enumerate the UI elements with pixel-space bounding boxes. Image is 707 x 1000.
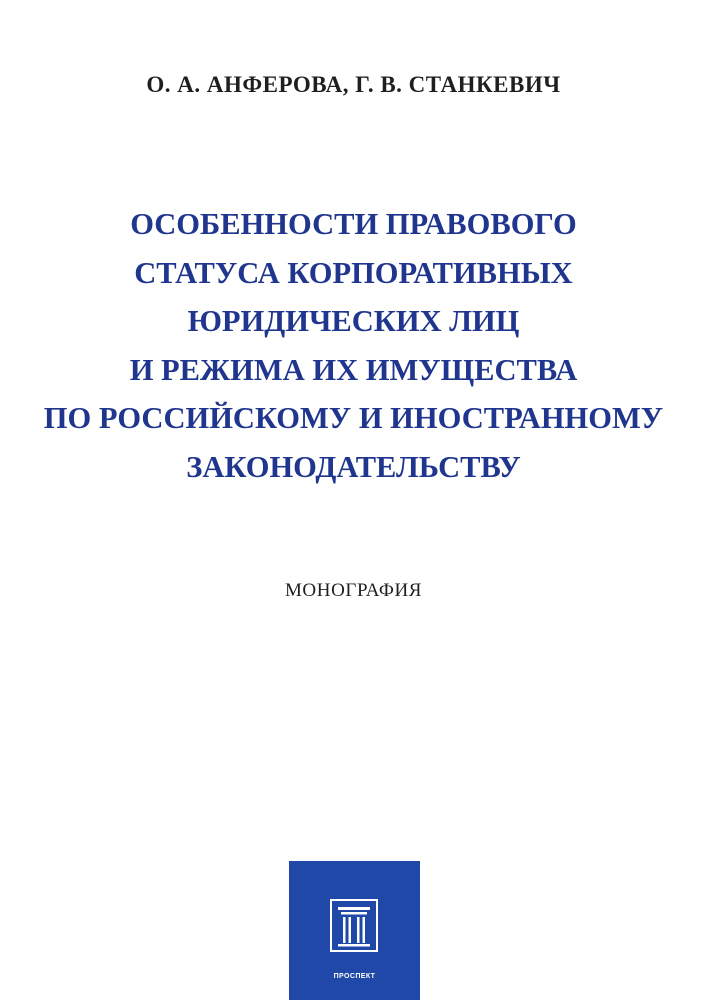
title-line: ПО РОССИЙСКОМУ И ИНОСТРАННОМУ <box>43 401 664 435</box>
book-title <box>0 200 707 491</box>
authors: О. А. АНФЕРОВА, Г. В. СТАНКЕВИЧ <box>146 72 561 97</box>
publisher-logo-block <box>289 861 420 1000</box>
title-line: ОСОБЕННОСТИ ПРАВОВОГО <box>130 207 577 241</box>
prospekt-building-logo-icon <box>330 899 378 952</box>
title-line: СТАТУСА КОРПОРАТИВНЫХ <box>134 255 573 290</box>
title-line: ЮРИДИЧЕСКИХ ЛИЦ <box>187 304 520 338</box>
publisher-name: ПРОСПЕКТ <box>333 973 376 980</box>
genre-label: МОНОГРАФИЯ <box>284 580 423 601</box>
title-line: ЗАКОНОДАТЕЛЬСТВУ <box>186 449 521 484</box>
title-line: И РЕЖИМА ИХ ИМУЩЕСТВА <box>129 352 578 387</box>
